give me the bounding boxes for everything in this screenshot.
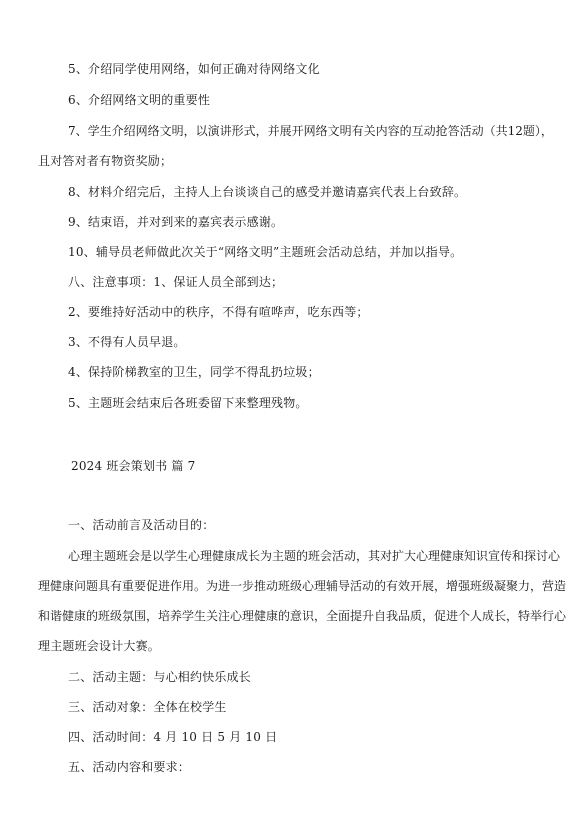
list-item: 7、学生介绍网络文明，以演讲形式，并展开网络文明有关内容的互动抢答活动（共12题），: [68, 124, 553, 138]
list-item: 6、介绍网络文明的重要性: [68, 93, 211, 107]
section-heading: 五、活动内容和要求：: [68, 760, 191, 774]
list-item: 8、材料介绍完后，主持人上台谈谈自己的感受并邀请嘉宾代表上台致辞。: [68, 185, 467, 199]
section-heading: 八、注意事项：1、保证人员全部到达；: [68, 275, 284, 289]
list-item: 2、要维持好活动中的秩序，不得有喧哗声，吃东西等；: [68, 305, 369, 319]
paragraph-line: 理健康问题具有重要促进作用。为进一步推动班级心理辅导活动的有效开展，增强班级凝聚力，营造: [38, 579, 567, 593]
section-heading: 二、活动主题：与心相约快乐成长: [68, 670, 252, 684]
list-item: 5、介绍同学使用网络，如何正确对待网络文化: [68, 62, 320, 76]
list-item: 5、主题班会结束后各班委留下来整理残物。: [68, 396, 308, 410]
paragraph-line: 理主题班会设计大赛。: [38, 639, 161, 653]
section-heading: 四、活动时间：4 月 10 日 5 月 10 日: [68, 730, 278, 744]
list-item: 3、不得有人员早退。: [68, 335, 186, 349]
section-heading: 三、活动对象：全体在校学生: [68, 700, 227, 714]
list-item: 9、结束语，并对到来的嘉宾表示感谢。: [68, 215, 284, 229]
section-heading: 一、活动前言及活动目的：: [68, 518, 215, 532]
paragraph-line: 心理主题班会是以学生心理健康成长为主题的班会活动，其对扩大心理健康知识宣传和探讨心: [68, 549, 561, 563]
list-item: 10、辅导员老师做此次关于“网络文明”主题班会活动总结，并加以指导。: [68, 245, 463, 259]
section-title: 2024 班会策划书 篇 7: [71, 459, 196, 473]
paragraph-line: 和谐健康的班级氛围，培养学生关注心理健康的意识，全面提升自我品质，促进个人成长，特举行心: [38, 609, 567, 623]
list-item-continuation: 且对答对者有物资奖励；: [38, 154, 173, 168]
list-item: 4、保持阶梯教室的卫生，同学不得乱扔垃圾；: [68, 365, 320, 379]
